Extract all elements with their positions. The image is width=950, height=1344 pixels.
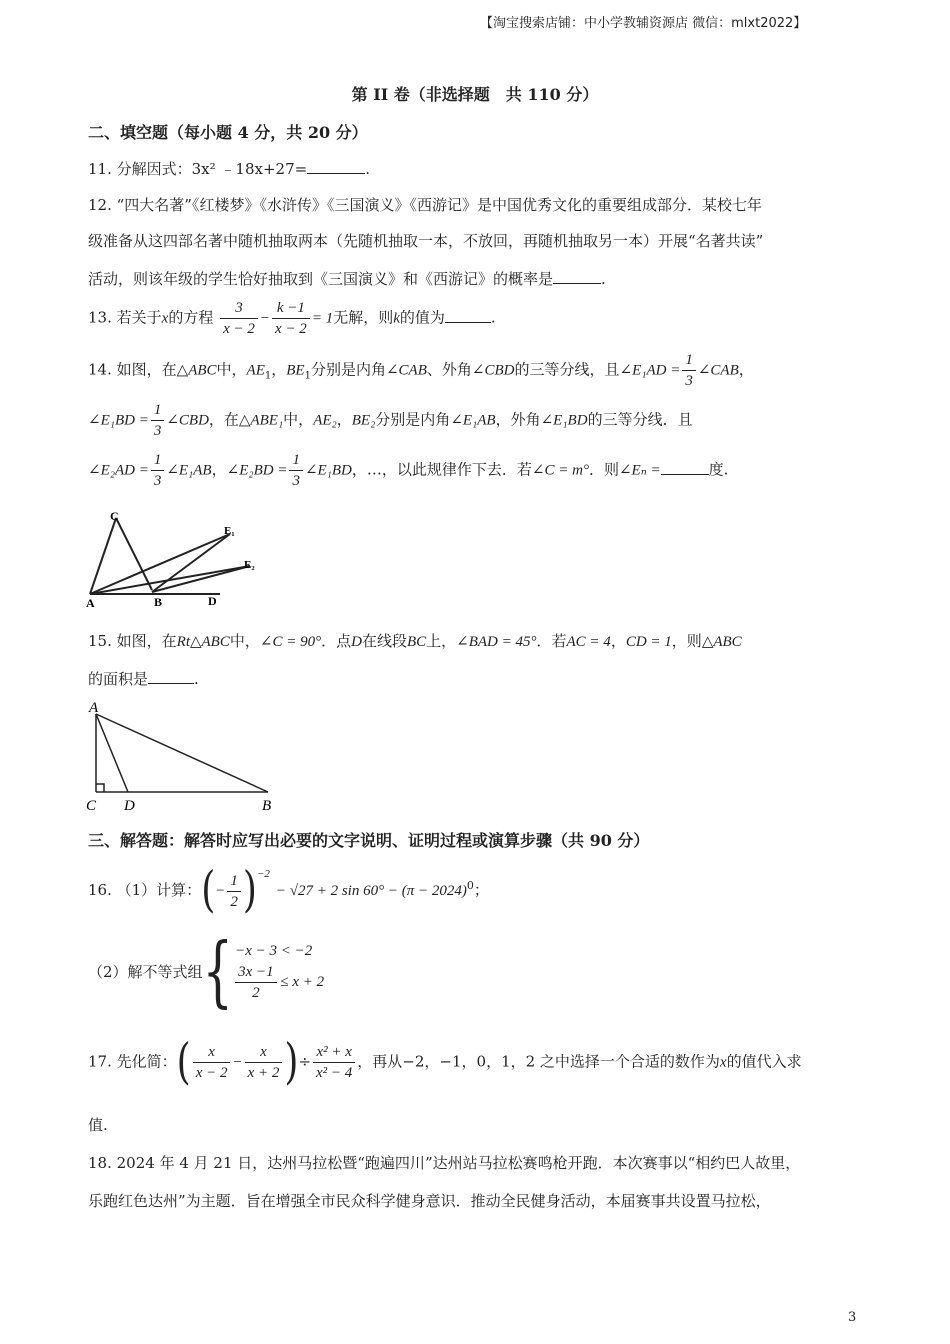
q13-f2-denominator: x − 2 <box>275 321 307 337</box>
q16-expression: − √27 + 2 sin 60° − (π − 2024) <box>275 883 467 899</box>
q15-math: BC <box>406 634 427 650</box>
q14-math: BE <box>286 362 305 379</box>
q14-number: 14. <box>88 360 112 379</box>
q13-fraction-2 <box>272 298 310 339</box>
q15-math: CD = 1 <box>625 634 672 650</box>
q16-frac-den: 2 <box>230 893 238 910</box>
q16-fraction <box>227 871 241 912</box>
fig15-label-d: D <box>124 798 135 814</box>
q17-var-x: x <box>719 1054 727 1071</box>
fig14-line-ae2 <box>90 566 250 594</box>
q15-text: 的面积是 <box>88 670 149 688</box>
fig14-label-d: D <box>208 594 217 608</box>
q17-post: ，再从−2，−1，0，1，2 之中选择一个合适的数作为 <box>357 1052 720 1071</box>
q15-line-2 <box>88 668 199 689</box>
q15-math: Rt△ABC <box>176 634 230 650</box>
q14-text: ，在 <box>208 410 239 429</box>
q14-text: 的三等分线，且 <box>514 360 620 379</box>
q14-frac-den: 3 <box>685 373 693 389</box>
fig14-label-e2: E₂ <box>244 559 255 571</box>
q13-f1-numerator: 3 <box>220 298 258 319</box>
q14-fraction <box>289 450 303 491</box>
q16-part-1 <box>88 862 489 918</box>
q13-pre: 若关于 <box>116 308 162 327</box>
q17-fraction-c <box>313 1042 355 1083</box>
q12-tail: . <box>601 270 606 288</box>
q13-post2: 的值为 <box>399 308 445 327</box>
q14-frac-den: 3 <box>153 473 162 489</box>
q16-semicolon: ； <box>473 881 489 899</box>
q14-math: ∠E₂BD = <box>226 462 288 479</box>
q13-number: 13. <box>88 308 112 327</box>
q14-subscript: 1 <box>264 370 272 382</box>
fig15-side-ab <box>96 714 268 792</box>
q13-var-x: x <box>161 310 169 327</box>
q14-math: ∠E₁BD <box>540 412 588 429</box>
q13-minus: − <box>259 310 271 327</box>
q14-line-3 <box>88 450 728 491</box>
q15-tail: . <box>194 670 199 688</box>
q14-math: ∠CBD <box>166 412 209 429</box>
q14-math: ∠E₁AB <box>450 412 496 429</box>
q17-fb-num: x <box>245 1042 283 1063</box>
q14-math: ∠CAB <box>385 362 427 379</box>
q14-math: ∠CAB <box>697 362 739 379</box>
q16-system <box>235 940 324 1003</box>
section-title: 第 II 卷（非选择题 共 110 分） <box>351 85 599 104</box>
q14-text: 的三等分线．且 <box>587 410 693 429</box>
q12-text-3: 活动，则该年级的学生恰好抽取到《三国演义》和《西游记》的概率是 <box>88 270 554 288</box>
header-watermark: 【淘宝搜索店铺：中小学教辅资源店 微信：mlxt2022】 <box>480 16 807 31</box>
q18-line-1: 18. 2024 年 4 月 21 日，达州马拉松暨“跑遍四川”达州站马拉松赛鸣枪开跑．本次赛事以“相约巴人故里， <box>88 1154 801 1172</box>
q17-fraction-b <box>245 1042 283 1083</box>
q16-frac-num: 1 <box>227 871 241 892</box>
q13-tail: . <box>490 308 496 327</box>
q15-text: ，则 <box>671 632 702 650</box>
q14-math: △ABE₁ <box>238 412 284 429</box>
fig14-side-cb <box>116 518 152 590</box>
q15-text: ．点 <box>321 632 352 650</box>
q17-post2: 的值代入求 <box>726 1052 802 1071</box>
q14-math: ∠E₁BD <box>304 462 352 479</box>
q16-inequality-2 <box>235 962 324 1003</box>
q14-line-2 <box>88 400 693 441</box>
q16-ineq2-fraction <box>235 962 277 1003</box>
q16-ineq2-rhs: ≤ x + 2 <box>280 973 325 990</box>
q12-answer-blank <box>553 283 601 284</box>
q13-var-k: k <box>393 310 400 327</box>
q14-text: ， <box>211 460 227 479</box>
q17-fa-den: x − 2 <box>195 1065 228 1081</box>
q16-part-2 <box>88 926 325 1017</box>
q14-math: BE₂ <box>351 412 376 429</box>
q17-fa-num: x <box>193 1042 231 1063</box>
q13-f2-numerator: k −1 <box>272 298 310 319</box>
q18-line-2: 乐跑红色达州”为主题．旨在增强全市民众科学健身意识．推动全民健身活动，本届赛事共设置马拉松， <box>88 1192 771 1210</box>
q12-line-2: 级准备从这四部名著中随机抽取两本（先随机抽取一本，不放回，再随机抽取另一本）开展“名著共读” <box>88 232 764 250</box>
q13-fraction-1 <box>220 298 258 339</box>
q16-brace: { <box>202 926 234 1017</box>
q11-text: 分解因式：3x² ﹣18x+27= <box>116 160 308 178</box>
q17-fc-den: x² − 4 <box>316 1065 353 1081</box>
fig15-right-angle-mark <box>96 784 104 792</box>
fig14-label-c: C <box>110 509 119 523</box>
q12-line-1 <box>88 194 762 215</box>
q14-text: 度. <box>708 460 729 479</box>
q14-math: ∠E₁BD = <box>88 412 149 429</box>
q17-divide: ÷ <box>298 1052 312 1071</box>
q14-frac-num: 1 <box>151 400 165 421</box>
q14-frac-num: 1 <box>151 450 165 471</box>
q13-post: 无解，则 <box>333 308 394 327</box>
fig15-label-b: B <box>262 798 272 814</box>
q14-text: 分别是内角 <box>375 410 451 429</box>
q15-text: ， <box>610 632 626 650</box>
question-13 <box>88 298 496 339</box>
q13-answer-blank <box>445 322 491 323</box>
q12-text-1: “四大名著”《红楼梦》《水浒传》《三国演义》《西游记》是中国优秀文化的重要组成部分．某校七年 <box>116 196 762 214</box>
fig14-side-ac <box>90 518 116 594</box>
q12-number: 12. <box>88 196 112 214</box>
q15-text: 上， <box>426 632 457 650</box>
q14-text: 如图，在 <box>116 360 177 379</box>
q14-math: △ABC <box>176 362 217 379</box>
q15-line-1 <box>88 630 742 651</box>
q17-number: 17. <box>88 1052 112 1071</box>
q15-text: 在线段 <box>361 632 407 650</box>
q15-math: △ABC <box>701 634 742 650</box>
q11-tail: . <box>365 160 370 178</box>
q15-number: 15. <box>88 632 112 650</box>
q17-fraction-a <box>193 1042 231 1083</box>
fig14-line-be2 <box>152 566 250 592</box>
q14-math: AE₂ <box>313 412 337 429</box>
q15-math: ∠C = 90° <box>259 634 322 650</box>
q14-math: ∠E₁AB <box>166 462 212 479</box>
q14-math: ∠CBD <box>471 362 515 379</box>
fig14-label-b: B <box>154 595 163 609</box>
q11-answer-blank <box>307 173 365 174</box>
q17-left-paren: ( <box>176 1034 191 1090</box>
q14-frac-num: 1 <box>289 450 303 471</box>
q16-exponent-zero: 0 <box>466 879 474 892</box>
q14-text: ．则 <box>588 460 619 479</box>
fig14-label-a: A <box>86 596 95 610</box>
q16-exponent: −2 <box>256 868 270 880</box>
fig15-label-c: C <box>86 798 97 814</box>
q14-subscript: 1 <box>304 370 311 382</box>
q14-text: 中， <box>216 360 247 379</box>
q13-mid: 的方程 <box>168 308 214 327</box>
part2-title: 二、填空题（每小题 4 分，共 20 分） <box>88 123 368 142</box>
q14-math: ∠C = m° <box>531 462 589 479</box>
q13-equals: = 1 <box>311 310 334 327</box>
q14-frac-den: 3 <box>153 423 162 439</box>
q14-text: 中， <box>283 410 314 429</box>
q15-text: ．若 <box>536 632 567 650</box>
q17-fb-den: x + 2 <box>247 1065 280 1081</box>
q14-text: 分别是内角 <box>310 360 386 379</box>
q17-right-paren: ) <box>284 1034 299 1090</box>
q15-math: AC = 4 <box>566 634 611 650</box>
q16-p2-label: （2）解不等式组 <box>88 963 203 981</box>
q14-math: ∠Eₙ = <box>618 462 661 479</box>
question-11 <box>88 158 370 179</box>
q17-fc-num: x² + x <box>313 1042 355 1063</box>
q17-line-1 <box>88 1034 802 1090</box>
q13-f1-denominator: x − 2 <box>223 321 255 337</box>
q14-math: ∠E₁AD = <box>619 362 681 379</box>
q15-text: 如图，在 <box>116 632 177 650</box>
q14-math: ∠E₂AD = <box>88 462 149 479</box>
q15-text: 中， <box>229 632 260 650</box>
part3-title: 三、解答题：解答时应写出必要的文字说明、证明过程或演算步骤（共 90 分） <box>88 831 650 850</box>
q14-text: ， <box>271 360 287 379</box>
q14-text: ，外角 <box>495 410 541 429</box>
q16-left-paren: ( <box>201 862 216 918</box>
q16-p1-label: （1）计算： <box>116 881 202 899</box>
q14-math: AE <box>246 362 265 379</box>
q16-right-paren: ) <box>242 862 257 918</box>
q17-pre: 先化简： <box>116 1052 177 1071</box>
page-number: 3 <box>848 1310 857 1325</box>
q16-number: 16. <box>88 881 112 899</box>
q16-minus: − <box>215 883 226 899</box>
q15-math: ∠BAD = 45° <box>456 634 537 650</box>
q11-number: 11. <box>88 160 112 178</box>
q15-answer-blank <box>148 683 194 684</box>
q14-answer-blank <box>661 474 709 475</box>
q12-line-3 <box>88 268 606 289</box>
q14-text: ， <box>336 410 352 429</box>
q14-fraction <box>682 350 696 391</box>
q14-line-1 <box>88 350 754 391</box>
q14-fraction <box>151 450 165 491</box>
q14-frac-den: 3 <box>292 473 300 489</box>
figure-15 <box>84 696 284 816</box>
q14-text: ， <box>738 360 754 379</box>
q16-ineq2-den: 2 <box>252 985 260 1001</box>
q17-line-2: 值. <box>88 1116 108 1134</box>
q16-inequality-1: −x − 3 < −2 <box>235 943 313 959</box>
figure-14 <box>84 506 274 612</box>
fig15-label-a: A <box>89 700 99 716</box>
q16-ineq2-num: 3x −1 <box>235 962 277 983</box>
q14-text: ，…，以此规律作下去．若 <box>351 460 532 479</box>
q17-minus: − <box>232 1054 243 1071</box>
q14-text: 、外角 <box>426 360 472 379</box>
q14-fraction <box>151 400 165 441</box>
q15-math: D <box>351 634 362 650</box>
fig14-label-e1: E₁ <box>224 525 235 537</box>
q14-frac-num: 1 <box>682 350 696 371</box>
